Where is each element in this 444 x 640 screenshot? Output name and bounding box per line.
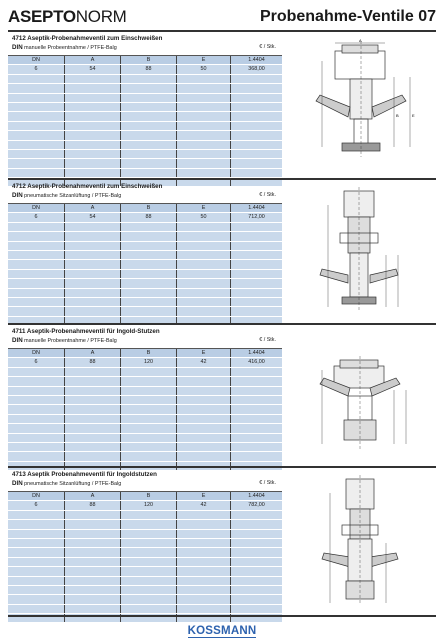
product-section-4711-manual [8, 326, 436, 464]
table-row [8, 368, 282, 377]
price-unit: € / Stk. [259, 337, 276, 343]
product-info [8, 33, 282, 56]
table-row [8, 150, 282, 159]
page-header [8, 6, 436, 30]
table-row [8, 84, 282, 93]
table-empty-rows [8, 75, 282, 188]
valve-drawing-4712-manual [290, 37, 436, 173]
table-row [8, 548, 282, 557]
table-row [8, 558, 282, 567]
product-section-4712-pneumatic [8, 181, 436, 321]
table-row [8, 605, 282, 614]
price-unit: € / Stk. [259, 44, 276, 50]
section-divider [8, 178, 436, 180]
table-row [8, 434, 282, 443]
product-table [8, 204, 282, 326]
table-row: 6 54 88 50 712,00 [8, 213, 282, 222]
table-row: 6 88 120 42 416,00 [8, 358, 282, 367]
section-divider [8, 323, 436, 325]
table-row [8, 251, 282, 260]
table-empty-rows [8, 223, 282, 326]
table-row: 6 54 88 50 368,00 [8, 65, 282, 74]
col-material: 1.4404 [248, 57, 265, 63]
product-title: 4712 Aseptik-Probenahmeventil zum Einschweißen [12, 183, 163, 190]
table-row [8, 530, 282, 539]
col-e: E [177, 56, 231, 64]
table-row [8, 520, 282, 529]
table-row [8, 387, 282, 396]
table-row [8, 396, 282, 405]
product-table [8, 492, 282, 623]
product-desc: DIN pneumatische Sitzanlüftung / PTFE-Balg [12, 480, 122, 487]
table-row [8, 232, 282, 241]
product-info [8, 181, 282, 204]
table-row [8, 452, 282, 461]
table-row [8, 122, 282, 131]
table-row: 6 88 120 42 782,00 [8, 501, 282, 510]
section-divider [8, 615, 436, 617]
table-header-row: DN A B E 1.4404 [8, 492, 282, 501]
table-row [8, 317, 282, 326]
price-unit: € / Stk. [259, 192, 276, 198]
dim-label-a: A [359, 38, 362, 43]
product-table [8, 56, 282, 187]
section-divider [8, 466, 436, 468]
dim-label-b: B [396, 113, 399, 118]
kossmann-logo: KOSSMANN [187, 625, 257, 637]
table-row [8, 223, 282, 232]
table-row [8, 577, 282, 586]
col-a: A [65, 56, 121, 64]
product-table [8, 349, 282, 471]
table-row [8, 94, 282, 103]
table-row [8, 159, 282, 168]
page-title: Probenahme-Ventile 07 [259, 8, 436, 25]
table-row [8, 405, 282, 414]
table-row [8, 443, 282, 452]
table-row [8, 260, 282, 269]
brand-logo: ASEPTONORM [8, 7, 127, 26]
table-header-row [8, 56, 282, 65]
table-row [8, 307, 282, 316]
table-row [8, 415, 282, 424]
table-row [8, 595, 282, 604]
table-row [8, 289, 282, 298]
valve-drawing-4713-pneumatic [290, 473, 436, 613]
product-desc: DIN manuelle Probeentnahme / PTFE-Balg [12, 44, 117, 51]
product-info [8, 326, 282, 349]
table-row [8, 270, 282, 279]
table-row [8, 424, 282, 433]
table-row [8, 377, 282, 386]
table-row [8, 279, 282, 288]
valve-drawing-4711-manual [290, 330, 436, 462]
product-info [8, 469, 282, 492]
valve-drawing-4712-pneumatic [290, 185, 436, 319]
table-row [8, 141, 282, 150]
product-title: 4712 Aseptik-Probenahmeventil zum Einschweißen [12, 35, 163, 42]
table-row [8, 75, 282, 84]
table-header-row: DN A B E 1.4404 [8, 349, 282, 358]
table-row [8, 586, 282, 595]
product-title: 4711 Aseptik-Probenahmeventil für Ingold-Stutzen [12, 328, 160, 335]
table-header-row: DN A B E 1.4404 [8, 204, 282, 213]
table-row [8, 242, 282, 251]
product-desc: DIN manuelle Probeentnahme / PTFE-Balg [12, 337, 117, 344]
table-row [8, 539, 282, 548]
col-b: B [121, 56, 177, 64]
table-empty-rows [8, 368, 282, 471]
table-row [8, 511, 282, 520]
table-empty-rows [8, 511, 282, 624]
header-divider [8, 30, 436, 32]
table-row [8, 298, 282, 307]
col-dn: DN [8, 56, 65, 64]
dim-label-e: E [412, 113, 415, 118]
product-section-4713-pneumatic [8, 469, 436, 613]
price-unit: € / Stk. [259, 480, 276, 486]
product-title: 4713 Aseptik Probenahmeventil für Ingoldstutzen [12, 471, 157, 478]
table-row [8, 567, 282, 576]
table-row [8, 169, 282, 178]
product-section-4712-manual [8, 33, 436, 176]
table-row [8, 112, 282, 121]
product-desc: DIN pneumatische Sitzanlüftung / PTFE-Balg [12, 192, 122, 199]
table-row [8, 131, 282, 140]
table-row [8, 103, 282, 112]
